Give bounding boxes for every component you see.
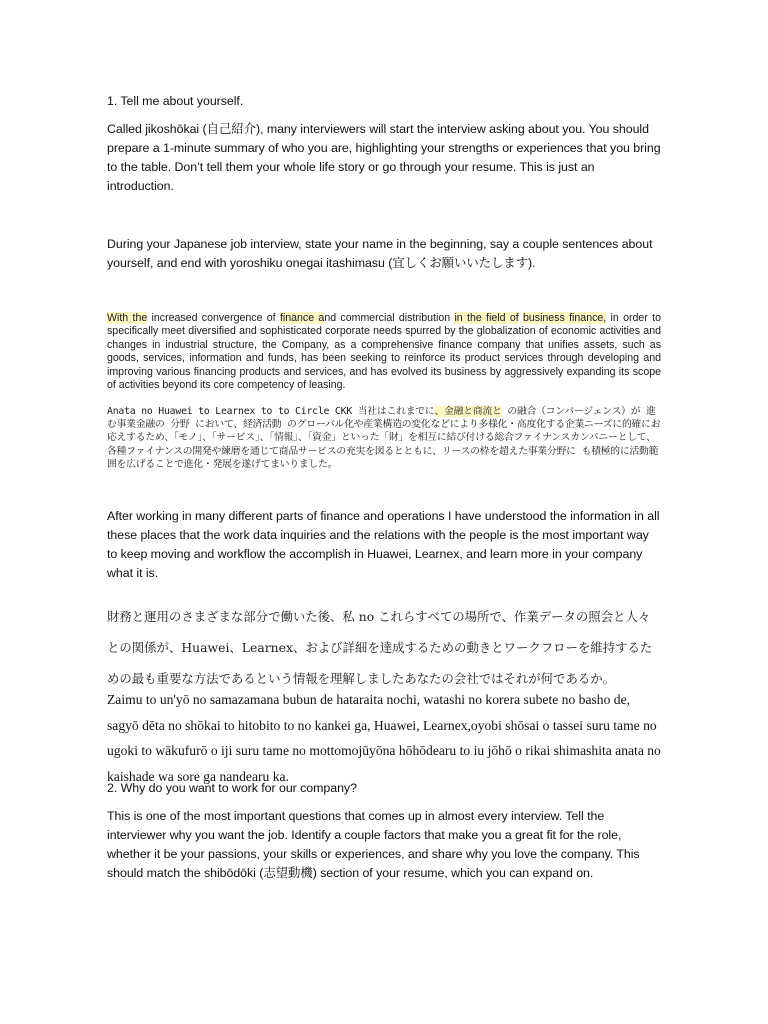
highlight-finance-commerce: 、金融と商流と xyxy=(434,406,502,417)
english-company-paragraph xyxy=(107,312,661,392)
highlight-a: a xyxy=(314,312,325,324)
text-run: increased convergence of xyxy=(147,312,280,324)
text-run: in order to specifically meet diversified and sophisticated corporate needs spurred by the globalization of economic activities and changes in industrial structure, the Company, as a comprehensive finance company that unifies assets, such as goods, services, information and funds, has been seeking to reinforce its product services through developing and improving various financing products and services, and has evolved its business by aggressively expanding its scope of activities beyond its core competency of leasing. xyxy=(107,312,661,392)
q2-paragraph: This is one of the most important questions that comes up in almost every interview. Tell the interviewer why you want the job. Identify a couple factors that make you a great fit for the role, whether it be your passions, your skills or experiences, and share why you love the company. This should match the shibōdōki (志望動機) section of your resume, which you can expand on. xyxy=(107,809,640,880)
romaji-paragraph: Zaimu to un'yō no samazamana bubun de hataraita nochi, watashi no korera subete no basho de, sagyō dēta no shōkai to hitobito to no kankei ga, Huawei, Learnex,oyobi shōsai o tassei suru tame no ugoki to wākufurō o iji suru tame no mottomojūyōna hōhōdearu to iu jōhō o rikai shimashita anata no kaishade wa sore ga nandearu ka. xyxy=(107,692,661,784)
highlight-with-the: With the xyxy=(107,312,148,324)
highlight-in-the-field-of: in the field of xyxy=(454,312,519,324)
q1-paragraph-intro: Called jikoshōkai (自己紹介), many interviewers will start the interview asking about you. You should prepare a 1-minute summary of who you are, highlighting your strengths or experiences that you bring to the table. Don’t tell them your whole life story or go through your resume. This is just an introduction. xyxy=(107,122,661,193)
q2-heading: 2. Why do you want to work for our company? xyxy=(107,781,357,795)
text-run: の融合（コンバージェンス）が 進 む事業金融の 分野 において、経済活動 のグローバル化や産業構造の変化などにより多様化・高度化する企業ニーズに的確にお応えするため、「モノ」、「サービス」、「情報」、「資金」といった「財」を相互に結び付ける総合ファイナンスカンパニーとして、各種ファイナンスの開発や練磨を通じて商品サービスの充実を図るとともに、リースの枠を超えた事業分野に も積極的に活動範囲を広げることで進化・発展を遂げてまいりました。 xyxy=(107,406,661,470)
q1-paragraph-interview: During your Japanese job interview, state your name in the beginning, say a couple sentences about yourself, and end with yoroshiku onegai itashimasu (宜しくお願いいたします). xyxy=(107,237,653,270)
highlight-finance: finance xyxy=(279,312,315,324)
japanese-translation-paragraph: 財務と運用のさまざまな部分で働いた後、私 no これらすべての場所で、作業データの照会と人々との関係が、Huawei、Learnex、および詳細を達成するための動きとワークフローを維持するための最も重要な方法であるという情報を理解しましたあなたの会社ではそれが何であるか。 xyxy=(107,609,653,686)
highlight-business-finance: business finance, xyxy=(522,312,607,324)
paragraph-after-working: After working in many different parts of finance and operations I have understood the information in all these places that the work data inquiries and the relations with the people is the most important way to keep moving and workflow the accomplish in Huawei, Learnex, and learn more in your company what it is. xyxy=(107,509,660,580)
text-run: Anata no Huawei to Learnex to to Circle CKK 当社はこれまでに xyxy=(107,406,435,417)
q1-heading: 1. Tell me about yourself. xyxy=(107,94,244,108)
japanese-company-paragraph xyxy=(107,405,661,471)
text-run: nd commercial distribution xyxy=(324,312,455,324)
